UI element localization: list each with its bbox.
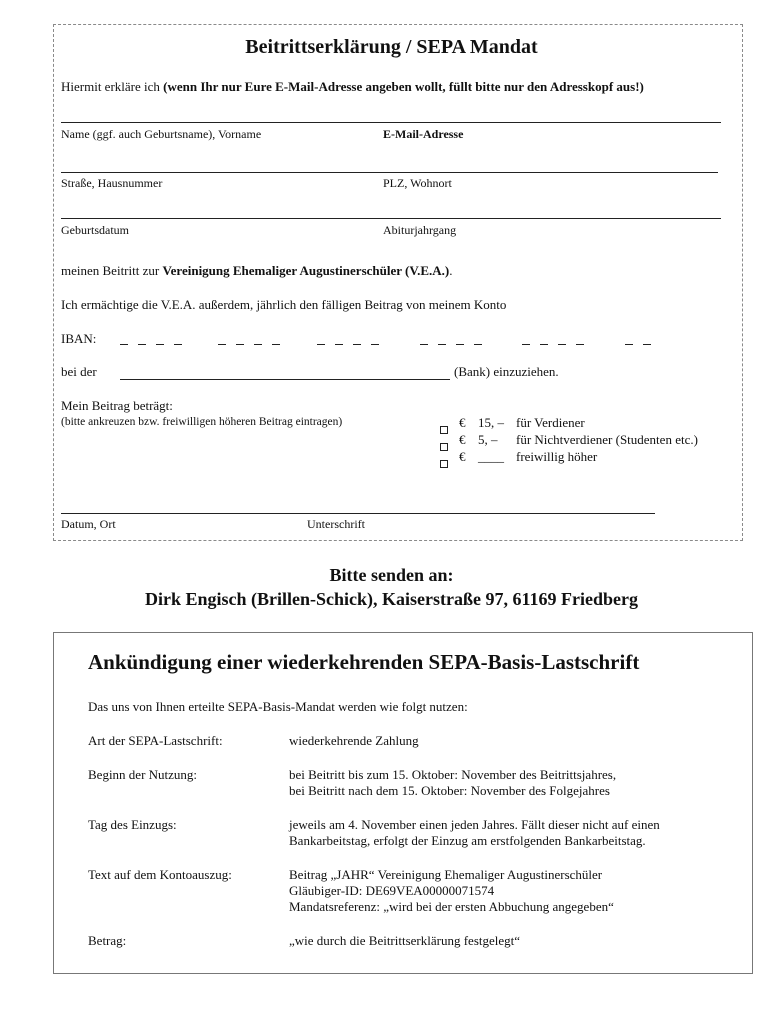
fee-checkbox-verdiener[interactable] bbox=[440, 421, 448, 439]
date-place-label: Datum, Ort bbox=[61, 517, 116, 531]
membership-suffix: . bbox=[449, 263, 453, 278]
iban-dash bbox=[522, 344, 530, 345]
iban-dash bbox=[438, 344, 446, 345]
bank-suffix: (Bank) einzuziehen. bbox=[454, 364, 559, 379]
fee-amount-input[interactable]: ____ bbox=[478, 449, 504, 464]
fee-currency: € bbox=[459, 415, 466, 430]
name-label: Name (ggf. auch Geburtsname), Vorname bbox=[61, 127, 262, 141]
fee-hint: (bitte ankreuzen bzw. freiwilligen höheren Beitrag eintragen) bbox=[61, 416, 343, 428]
membership-form bbox=[53, 24, 743, 541]
iban-dash bbox=[353, 344, 361, 345]
row-value: bei Beitritt nach dem 15. Oktober: November des Folgejahres bbox=[289, 783, 610, 798]
fee-label: für Verdiener bbox=[516, 415, 585, 430]
iban-dash bbox=[643, 344, 651, 345]
bank-input-line[interactable] bbox=[120, 379, 450, 380]
intro-text bbox=[61, 79, 644, 95]
iban-dash bbox=[156, 344, 164, 345]
iban-dash bbox=[371, 344, 379, 345]
fee-currency: € bbox=[459, 449, 466, 464]
iban-dash bbox=[236, 344, 244, 345]
iban-dash bbox=[576, 344, 584, 345]
street-label: Straße, Hausnummer bbox=[61, 176, 163, 190]
fee-label: für Nichtverdiener (Studenten etc.) bbox=[516, 432, 698, 447]
iban-dash bbox=[272, 344, 280, 345]
row-label: Beginn der Nutzung: bbox=[88, 767, 198, 782]
send-to-address: Dirk Engisch (Brillen-Schick), Kaiserstraße 97, 61169 Friedberg bbox=[145, 589, 638, 609]
street-input-line[interactable] bbox=[61, 172, 718, 173]
fee-checkbox-nichtverdiener[interactable] bbox=[440, 438, 448, 456]
birth-input-line[interactable] bbox=[61, 218, 721, 219]
row-value: Bankarbeitstag, erfolgt der Einzug am erstfolgenden Bankarbeitstag. bbox=[289, 833, 646, 848]
iban-dash bbox=[120, 344, 128, 345]
announcement-intro: Das uns von Ihnen erteilte SEPA-Basis-Mandat werden wie folgt nutzen: bbox=[88, 699, 468, 714]
fee-amount: 5, – bbox=[478, 432, 498, 447]
iban-dash bbox=[254, 344, 262, 345]
fee-amount: 15, – bbox=[478, 415, 504, 430]
birth-label: Geburtsdatum bbox=[61, 223, 129, 237]
iban-dash bbox=[335, 344, 343, 345]
announcement-box bbox=[53, 632, 753, 974]
announcement-title: Ankündigung einer wiederkehrenden SEPA-Basis-Lastschrift bbox=[88, 650, 640, 674]
bank-prefix: bei der bbox=[61, 364, 97, 379]
membership-bold: Vereinigung Ehemaliger Augustinerschüler (V.E.A.) bbox=[162, 263, 450, 278]
plz-label: PLZ, Wohnort bbox=[383, 176, 452, 190]
iban-dash bbox=[420, 344, 428, 345]
abitur-label: Abiturjahrgang bbox=[383, 223, 457, 237]
iban-label: IBAN: bbox=[61, 331, 97, 346]
iban-dash bbox=[138, 344, 146, 345]
membership-prefix: meinen Beitritt zur bbox=[61, 263, 163, 278]
row-value: bei Beitritt bis zum 15. Oktober: November des Beitrittsjahres, bbox=[289, 767, 617, 782]
send-to-heading: Bitte senden an: bbox=[329, 565, 454, 585]
row-value: wiederkehrende Zahlung bbox=[289, 733, 419, 748]
iban-dash bbox=[174, 344, 182, 345]
iban-dash bbox=[317, 344, 325, 345]
row-value: Beitrag „JAHR“ Vereinigung Ehemaliger Augustinerschüler bbox=[289, 867, 603, 882]
intro-bold: (wenn Ihr nur Eure E-Mail-Adresse angeben wollt, füllt bitte nur den Adresskopf aus!) bbox=[163, 79, 644, 94]
fee-title: Mein Beitrag beträgt: bbox=[61, 398, 173, 413]
email-label: E-Mail-Adresse bbox=[383, 127, 464, 141]
row-value: jeweils am 4. November einen jeden Jahres. Fällt dieser nicht auf einen bbox=[289, 817, 660, 832]
form-title: Beitrittserklärung / SEPA Mandat bbox=[245, 36, 538, 58]
iban-dash bbox=[558, 344, 566, 345]
row-value: Mandatsreferenz: „wird bei der ersten Abbuchung angegeben“ bbox=[289, 899, 614, 914]
row-label: Betrag: bbox=[88, 933, 127, 948]
signature-input-line[interactable] bbox=[61, 513, 655, 514]
intro-prefix: Hiermit erkläre ich bbox=[61, 79, 164, 94]
name-input-line[interactable] bbox=[61, 122, 721, 123]
iban-dash bbox=[218, 344, 226, 345]
iban-dash bbox=[625, 344, 633, 345]
membership-text bbox=[61, 263, 452, 279]
row-label: Tag des Einzugs: bbox=[88, 817, 177, 832]
fee-currency: € bbox=[459, 432, 466, 447]
fee-label: freiwillig höher bbox=[516, 449, 598, 464]
signature-label: Unterschrift bbox=[307, 517, 365, 531]
iban-dash bbox=[540, 344, 548, 345]
row-value: „wie durch die Beitrittserklärung festgelegt“ bbox=[289, 933, 521, 948]
iban-dash bbox=[456, 344, 464, 345]
row-value: Gläubiger-ID: DE69VEA00000071574 bbox=[289, 883, 495, 898]
row-label: Art der SEPA-Lastschrift: bbox=[88, 733, 223, 748]
iban-dash bbox=[474, 344, 482, 345]
row-label: Text auf dem Kontoauszug: bbox=[88, 867, 232, 882]
fee-checkbox-freiwillig[interactable] bbox=[440, 455, 448, 473]
authorize-text: Ich ermächtige die V.E.A. außerdem, jährlich den fälligen Beitrag von meinem Konto bbox=[61, 297, 507, 312]
